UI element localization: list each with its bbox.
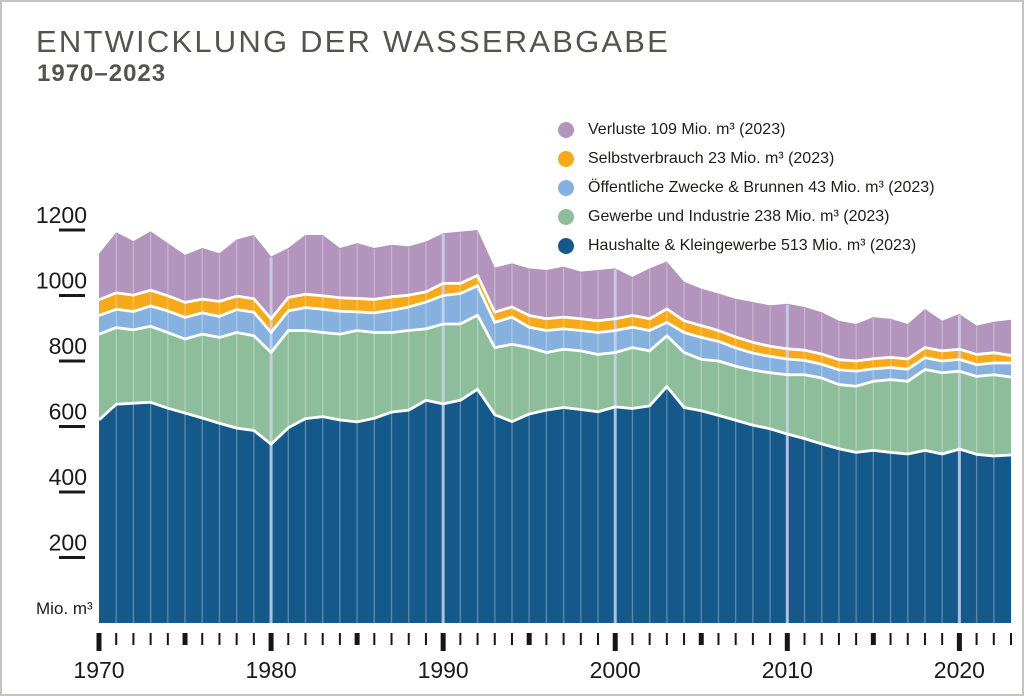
x-tick: [563, 633, 565, 645]
x-tick: [167, 633, 169, 645]
x-tick: [907, 633, 909, 645]
x-tick: [871, 633, 876, 645]
x-tick: [115, 633, 117, 645]
x-tick: [253, 633, 255, 645]
x-tick: [494, 633, 496, 645]
y-tick-label: 200: [48, 529, 87, 556]
x-tick-major: [441, 633, 446, 651]
x-tick: [355, 633, 360, 645]
y-tick-dash: [59, 556, 85, 559]
x-tick: [132, 633, 134, 645]
x-tick: [236, 633, 238, 645]
x-tick: [924, 633, 926, 645]
x-tick-major: [957, 633, 962, 651]
x-tick: [735, 633, 737, 645]
x-tick: [631, 633, 633, 645]
x-tick: [183, 633, 188, 645]
legend-label: Verluste 109 Mio. m³ (2023): [588, 121, 786, 139]
y-tick-dash: [59, 425, 85, 428]
legend-label: Haushalte & Kleingewerbe 513 Mio. m³ (2023): [588, 236, 917, 254]
stacked-area-chart: [2, 2, 1024, 696]
x-tick: [838, 633, 840, 645]
x-tick: [855, 633, 857, 645]
x-tick: [821, 633, 823, 645]
y-tick-label: 800: [48, 333, 87, 359]
x-tick: [287, 633, 289, 645]
legend-label: Gewerbe und Industrie 238 Mio. m³ (2023): [588, 207, 890, 225]
x-tick: [580, 633, 582, 645]
y-tick-dash: [59, 360, 85, 363]
x-tick: [425, 633, 427, 645]
x-tick: [201, 633, 203, 645]
x-tick-major: [97, 633, 102, 651]
y-tick-dash: [59, 491, 85, 494]
x-tick: [752, 633, 754, 645]
x-tick: [769, 633, 771, 645]
x-tick: [218, 633, 220, 645]
y-tick-label: 400: [48, 464, 87, 490]
x-tick-major: [785, 633, 790, 651]
x-tick-label: 2020: [933, 657, 985, 683]
x-tick: [804, 633, 806, 645]
x-tick: [597, 633, 599, 645]
legend-label: Öffentliche Zwecke & Brunnen 43 Mio. m³ (2023): [588, 178, 935, 196]
x-tick: [511, 633, 513, 645]
x-tick-label: 1970: [73, 657, 125, 683]
legend-label: Selbstverbrauch 23 Mio. m³ (2023): [588, 150, 835, 168]
x-tick: [322, 633, 324, 645]
x-tick: [527, 633, 532, 645]
y-axis-unit-label: Mio. m³: [36, 599, 93, 618]
x-tick: [890, 633, 892, 645]
x-tick-major: [269, 633, 274, 651]
x-tick: [339, 633, 341, 645]
x-tick-label: 2000: [589, 657, 641, 683]
y-tick-label: 1200: [35, 202, 87, 228]
x-tick: [717, 633, 719, 645]
x-tick: [408, 633, 410, 645]
x-tick: [459, 633, 461, 645]
x-tick-major: [613, 633, 618, 651]
y-tick-dash: [59, 294, 85, 297]
x-tick: [649, 633, 651, 645]
x-tick: [1010, 633, 1012, 645]
x-tick: [976, 633, 978, 645]
x-tick: [666, 633, 668, 645]
x-tick: [545, 633, 547, 645]
x-tick-label: 2010: [761, 657, 813, 683]
y-tick-label: 1000: [35, 267, 87, 294]
x-tick: [993, 633, 995, 645]
x-tick: [373, 633, 375, 645]
x-tick-label: 1990: [417, 657, 469, 683]
x-tick: [683, 633, 685, 645]
x-tick-label: 1980: [245, 657, 297, 683]
chart-title: ENTWICKLUNG DER WASSERABGABE: [36, 24, 671, 59]
y-tick-label: 600: [48, 398, 87, 425]
y-tick-dash: [59, 229, 85, 232]
x-tick: [391, 633, 393, 645]
x-tick: [699, 633, 704, 645]
chart-subtitle: 1970–2023: [37, 60, 167, 87]
x-tick: [941, 633, 943, 645]
x-tick: [304, 633, 306, 645]
x-tick: [477, 633, 479, 645]
x-tick: [150, 633, 152, 645]
